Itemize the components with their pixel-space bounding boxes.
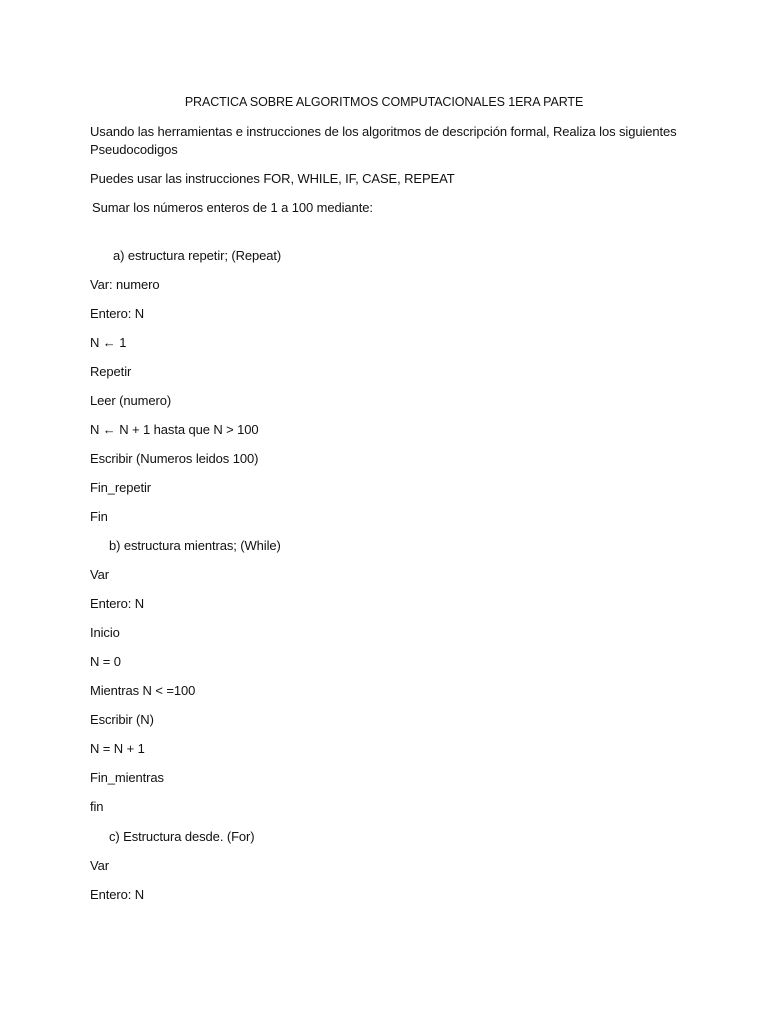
- section-c-line: Var: [90, 858, 109, 873]
- section-a-heading: a) estructura repetir; (Repeat): [113, 248, 282, 263]
- section-a-line: Repetir: [90, 364, 132, 379]
- section-a-line: Var: numero: [90, 277, 160, 292]
- section-a-line: Entero: N: [90, 306, 145, 321]
- section-c-line: Entero: N: [90, 887, 145, 902]
- section-b-line: Fin_mientras: [90, 770, 164, 785]
- section-a-line: Leer (numero): [90, 393, 172, 408]
- section-b-line: N = N + 1: [90, 741, 145, 756]
- section-a-line: N ← N + 1 hasta que N > 100: [90, 422, 259, 437]
- intro-line-2: Pseudocodigos: [90, 142, 178, 157]
- section-b-line: Inicio: [90, 625, 120, 640]
- section-b-line: Escribir (N): [90, 712, 154, 727]
- intro-line-1: Usando las herramientas e instrucciones de los algoritmos de descripción formal, Realiza los siguientes: [90, 124, 677, 139]
- section-c-heading: c) Estructura desde. (For): [109, 829, 255, 844]
- section-a-line: Escribir (Numeros leidos 100): [90, 451, 259, 466]
- section-b-line: fin: [90, 799, 104, 814]
- section-a-line: Fin_repetir: [90, 480, 152, 495]
- instructions-line: Puedes usar las instrucciones FOR, WHILE, IF, CASE, REPEAT: [90, 171, 455, 186]
- section-a-line: N ← 1: [90, 335, 127, 350]
- section-a-line: Fin: [90, 509, 108, 524]
- task-line: Sumar los números enteros de 1 a 100 mediante:: [92, 200, 373, 215]
- section-b-line: Entero: N: [90, 596, 145, 611]
- section-b-line: Var: [90, 567, 109, 582]
- section-b-heading: b) estructura mientras; (While): [109, 538, 281, 553]
- document-title: PRACTICA SOBRE ALGORITMOS COMPUTACIONALES 1ERA PARTE: [184, 95, 584, 109]
- section-b-line: N = 0: [90, 654, 121, 669]
- section-b-line: Mientras N < =100: [90, 683, 196, 698]
